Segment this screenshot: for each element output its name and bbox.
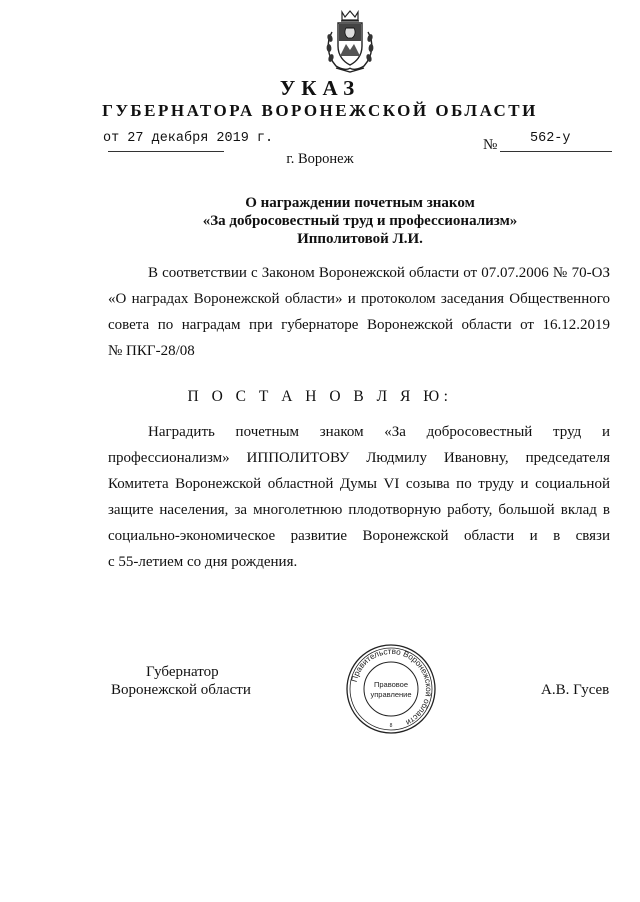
document-title: УКАЗ xyxy=(279,76,361,100)
subject-line: Ипполитовой Л.И. xyxy=(297,231,423,247)
seal-center-line: управление xyxy=(370,690,412,699)
order-line: защите населения, за многолетнюю плодотворную работу, большой вклад в xyxy=(108,502,610,518)
subject-line: О награждении почетным знаком xyxy=(245,195,475,211)
number-sign: № xyxy=(483,137,498,153)
preamble-line: В соответствии с Законом Воронежской области от 07.07.2006 № 70-ОЗ xyxy=(148,265,610,281)
document-number: 562-у xyxy=(530,131,571,146)
order-line: Комитета Воронежской областной Думы VI созыва по труду и социальной xyxy=(108,476,610,492)
document-date: от 27 декабря 2019 г. xyxy=(103,131,274,146)
seal-center-line: Правовое xyxy=(373,680,409,689)
order-line: профессионализм» ИППОЛИТОВУ Людмилу Ивановну, председателя xyxy=(108,450,610,466)
order-line: Наградить почетным знаком «За добросовестный труд и xyxy=(148,424,610,440)
signatory-title: Губернатор xyxy=(146,664,219,680)
seal-bottom-mark: 8 xyxy=(389,723,393,729)
preamble-line: «О наградах Воронежской области» и протоколом заседания Общественного xyxy=(108,291,610,307)
signatory-name: А.В. Гусев xyxy=(541,682,610,698)
decree-word: П О С Т А Н О В Л Я Ю: xyxy=(187,388,453,405)
signatory-organization: Воронежской области xyxy=(111,682,251,698)
document-subtitle: ГУБЕРНАТОРА ВОРОНЕЖСКОЙ ОБЛАСТИ xyxy=(102,101,538,120)
document-city: г. Воронеж xyxy=(286,151,354,167)
seal-stamp xyxy=(345,643,437,735)
order-line: социально-экономическое развитие Воронежской области и в связи xyxy=(108,528,610,544)
subject-line: «За добросовестный труд и профессионализм» xyxy=(202,213,518,229)
preamble-line: № ПКГ-28/08 xyxy=(108,343,195,359)
order-line: с 55-летием со дня рождения. xyxy=(108,554,298,570)
preamble-line: совета по наградам при губернаторе Воронежской области от 16.12.2019 xyxy=(108,317,610,333)
coat-of-arms-icon xyxy=(322,8,378,74)
seal-ring-text: Правительство Воронежской области xyxy=(349,646,434,728)
